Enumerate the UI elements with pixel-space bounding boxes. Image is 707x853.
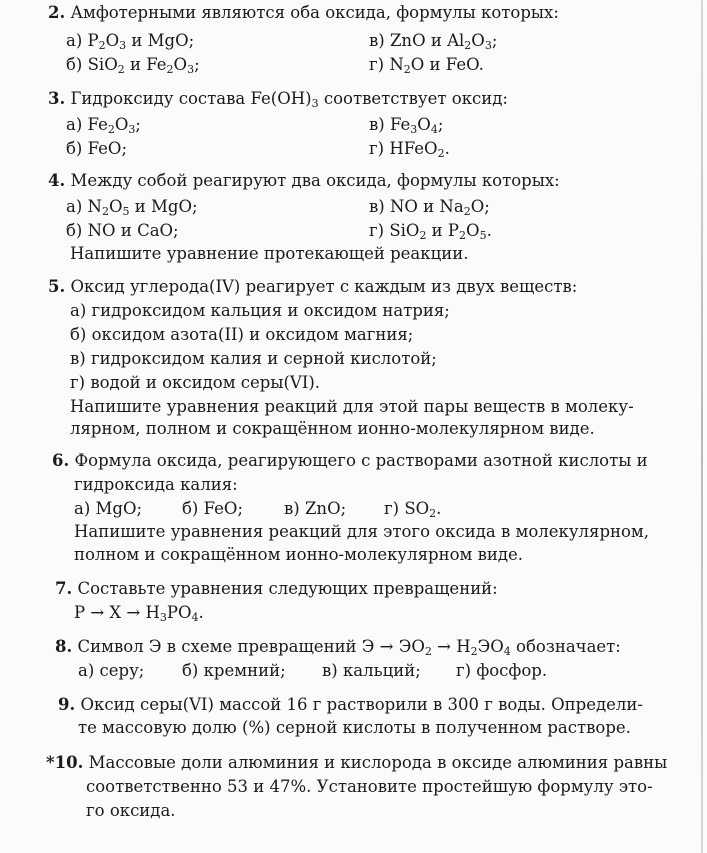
- option-v: в) кальций;: [322, 661, 421, 680]
- page-edge-shadow: [701, 0, 703, 853]
- task-instruction-line-2: лярном, полном и сокращённом ионно-молекулярном виде.: [70, 419, 595, 438]
- question-number: 8.: [55, 637, 73, 656]
- question-3-stem: 3. Гидроксиду состава $Fe(OH)_3$ соответствует оксид:: [48, 89, 508, 110]
- task-instruction: Напишите уравнение протекающей реакции.: [70, 244, 469, 263]
- option-v: в) ZnO и $Al_2O_3$;: [369, 31, 498, 52]
- option-v: в) NO и $Na_2O$;: [369, 197, 490, 218]
- question-6-stem-line-1: 6. Формула оксида, реагирующего с растворами азотной кислоты и: [52, 451, 648, 470]
- option-g: г) фосфор.: [456, 661, 548, 680]
- option-a: а) $P_2O_3$ и MgO;: [66, 31, 195, 52]
- question-number: 9.: [58, 695, 76, 714]
- option-v: в) гидроксидом калия и серной кислотой;: [70, 349, 437, 368]
- task-instruction-line-1: Напишите уравнения реакций для этого оксида в молекулярном,: [74, 522, 650, 541]
- option-g: г) $N_2O$ и FeO.: [369, 55, 484, 76]
- option-v: в) $Fe_3O_4$;: [369, 115, 444, 136]
- question-number: 2.: [48, 3, 66, 22]
- question-9-line-1: 9. Оксид серы(VI) массой 16 г растворили в 300 г воды. Определи-: [58, 695, 643, 714]
- option-b: б) оксидом азота(II) и оксидом магния;: [70, 325, 414, 344]
- question-number: *10.: [46, 753, 84, 772]
- question-8-stem: 8. Символ Э в схеме превращений $Э \to ЭO_2 \to H_2ЭO_4$ обозначает:: [55, 637, 621, 658]
- option-g: г) HFeO$_2$.: [369, 139, 450, 160]
- task-instruction-line-2: полном и сокращённом ионно-молекулярном виде.: [74, 545, 524, 564]
- question-9-line-2: те массовую долю (%) серной кислоты в полученном растворе.: [78, 718, 631, 737]
- option-b: б) NO и CaO;: [66, 221, 179, 240]
- option-g: г) водой и оксидом серы(VI).: [70, 373, 321, 392]
- transformation-scheme: $P \to X \to H_3PO_4$.: [74, 603, 204, 624]
- option-g: г) $SO_2$.: [384, 499, 442, 520]
- question-number: 3.: [48, 89, 66, 108]
- question-2-stem: [48, 2, 559, 24]
- option-a: а) серу;: [78, 661, 145, 680]
- question-10-line-2: соответственно 53 и 47%. Установите простейшую формулу это-: [86, 777, 653, 796]
- option-a: а) $N_2O_5$ и MgO;: [66, 197, 198, 218]
- question-10-line-3: го оксида.: [86, 801, 176, 820]
- question-7-stem: 7. Составьте уравнения следующих превращений:: [55, 579, 498, 598]
- option-b: б) кремний;: [182, 661, 286, 680]
- question-number: 4.: [48, 171, 66, 190]
- option-a: а) MgO;: [74, 499, 143, 518]
- question-4-stem: 4. Между собой реагируют два оксида, формулы которых:: [48, 171, 560, 190]
- option-b: б) SiO$_2$ и $Fe_2O_3$;: [66, 55, 200, 76]
- question-number: 7.: [55, 579, 73, 598]
- option-a: а) гидроксидом кальция и оксидом натрия;: [70, 301, 450, 320]
- option-g: г) SiO$_2$ и $P_2O_5$.: [369, 221, 492, 242]
- option-a: а) $Fe_2O_3$;: [66, 115, 141, 136]
- question-number: 5.: [48, 277, 66, 296]
- question-text: Амфотерными являются оба оксида, формулы которых:: [70, 3, 559, 22]
- option-b: б) FeO;: [182, 499, 244, 518]
- task-instruction-line-1: Напишите уравнения реакций для этой пары веществ в молеку-: [70, 397, 634, 416]
- question-10-line-1: *10. Массовые доли алюминия и кислорода в оксиде алюминия равны: [46, 753, 668, 772]
- question-6-stem-line-2: гидроксида калия:: [74, 475, 238, 494]
- question-number: 6.: [52, 451, 70, 470]
- option-v: в) ZnO;: [284, 499, 347, 518]
- question-5-stem: 5. Оксид углерода(IV) реагирует с каждым из двух веществ:: [48, 277, 578, 296]
- option-b: б) FeO;: [66, 139, 128, 158]
